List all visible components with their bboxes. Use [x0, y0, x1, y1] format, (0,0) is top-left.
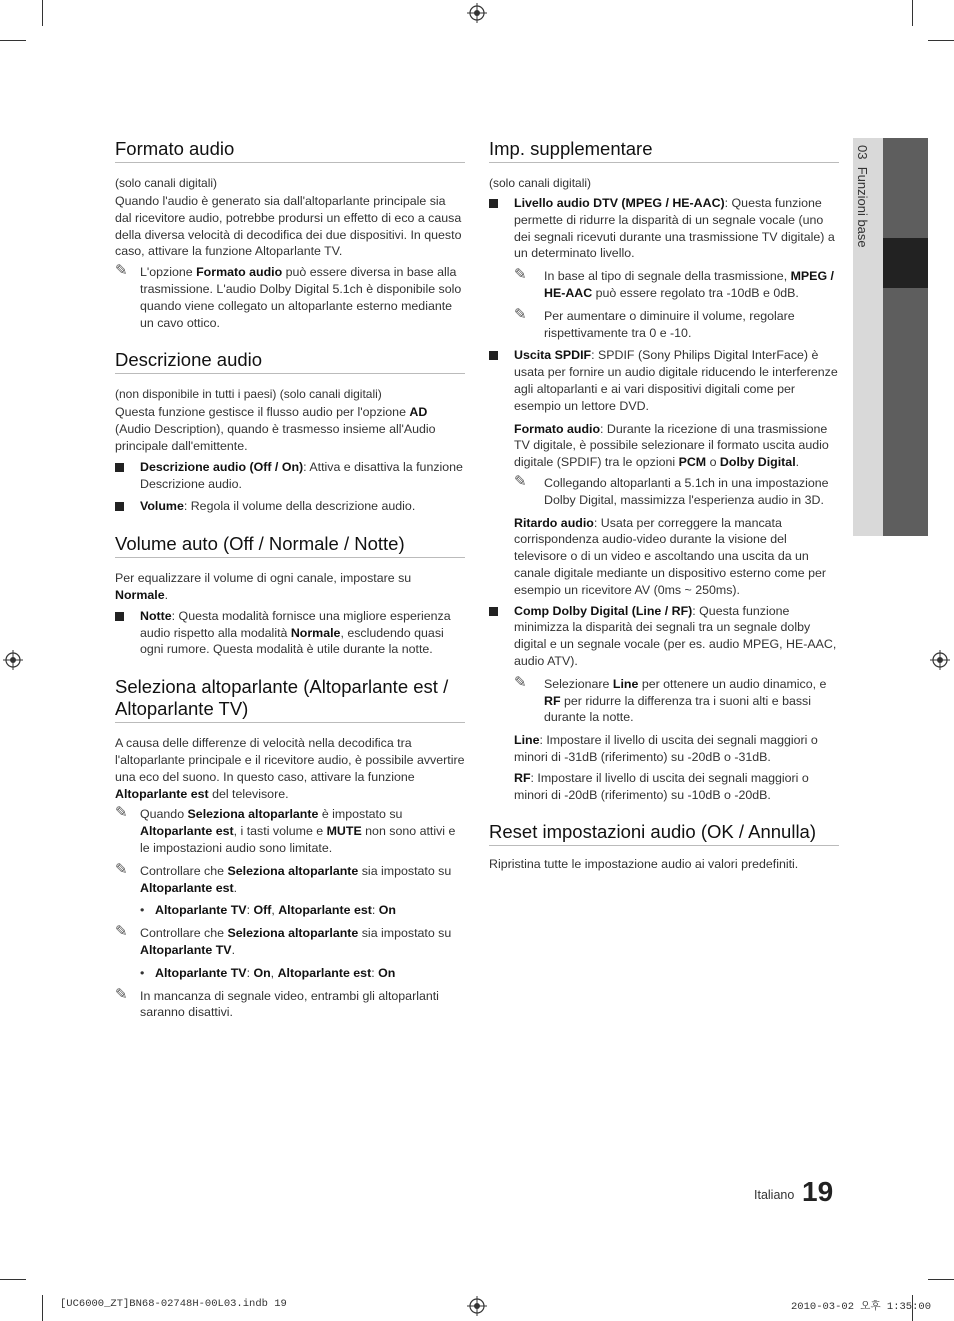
pencil-icon: ✎	[115, 985, 128, 1003]
square-bullet-icon	[489, 199, 498, 208]
paragraph: A causa delle differenze di velocità nella decodifica tra l'altoparlante principale e il ricevitore audio, è possibile avvertire una eco del suono. In questo caso, attivare la funzione Altoparlante est del televisore.	[115, 736, 465, 801]
section-title: Formato audio	[115, 138, 465, 163]
print-info-date: 2010-03-02 오후 1:35:00	[791, 1301, 932, 1313]
bullet-item: Descrizione audio (Off / On): Attiva e disattiva la funzione Descrizione audio.	[115, 459, 465, 493]
indent-block	[489, 268, 839, 341]
section-formato-audio	[115, 138, 465, 331]
bullet-item: Comp Dolby Digital (Line / RF): Questa funzione minimizza la disparità dei segnali tra un segnale dolby digital e un segnale vocale (per es. audio MPEG, HE-AAC, audio ATV).	[489, 603, 839, 670]
pencil-icon: ✎	[514, 305, 527, 323]
section-title: Imp. supplementare	[489, 138, 839, 163]
pencil-icon: ✎	[514, 472, 527, 490]
memo: ✎ L'opzione Formato audio può essere diversa in base alla trasmissione. L'audio Dolby Digital 5.1ch è disponibile solo quando viene collegato un altoparlante esterno mediante un cavo ottico.	[115, 262, 462, 330]
dot-bullet-icon: •	[140, 965, 145, 980]
crop-mark	[912, 0, 913, 26]
memo: ✎ Per aumentare o diminuire il volume, regolare rispettivamente tra 0 e -10.	[514, 305, 795, 340]
dot-bullet-icon: •	[140, 903, 145, 918]
crop-mark	[0, 40, 26, 41]
page-number: 19	[802, 1176, 834, 1207]
registration-mark-icon	[930, 650, 950, 670]
pencil-icon: ✎	[514, 266, 527, 284]
memo: ✎ Quando Seleziona altoparlante è impostato su Altoparlante est, i tasti volume e MUTE non sono attivi e le impostazioni audio sono limitate.	[115, 804, 456, 855]
crop-mark	[928, 1279, 954, 1280]
pencil-icon: ✎	[115, 923, 128, 941]
paragraph: Line: Impostare il livello di uscita dei segnali maggiori o minori di -31dB (riferimento) su -20dB o -31dB.	[514, 733, 818, 764]
section-descrizione-audio	[115, 349, 465, 515]
dot-item: • Altoparlante TV: On, Altoparlante est: On	[140, 965, 396, 980]
section-volume-auto	[115, 533, 465, 658]
bullet-item: Volume: Regola il volume della descrizione audio.	[115, 498, 465, 515]
paragraph: Quando l'audio è generato sia dall'altoparlante principale sia dal ricevitore audio, potrebbe prodursi un effetto di eco a causa della diversa velocità di decodifica dei due dispositivi. In questo caso, attivare la funzione Altoparlante TV.	[115, 194, 462, 259]
pencil-icon: ✎	[115, 262, 128, 280]
section-note: (solo canali digitali)	[489, 176, 592, 190]
memo: ✎ In base al tipo di segnale della trasmissione, MPEG / HE-AAC può essere regolato tra -10dB e 0dB.	[514, 266, 834, 300]
pencil-icon: ✎	[115, 804, 128, 822]
print-info-file: [UC6000_ZT]BN68-02748H-00L03.indb 19	[60, 1298, 287, 1310]
memo: ✎ Collegando altoparlanti a 5.1ch in una impostazione Dolby Digital, massimizza l'esperienza audio in 3D.	[514, 472, 829, 507]
dot-item: • Altoparlante TV: Off, Altoparlante est: On	[140, 903, 396, 918]
registration-mark-icon	[467, 3, 487, 23]
registration-mark-icon	[467, 1296, 487, 1316]
paragraph: Ripristina tutte le impostazione audio ai valori predefiniti.	[489, 857, 799, 872]
section-imp-supplementare	[489, 138, 839, 803]
pencil-icon: ✎	[514, 673, 527, 691]
crop-mark	[928, 40, 954, 41]
paragraph: Per equalizzare il volume di ogni canale, impostare su Normale.	[115, 571, 412, 602]
section-title: Volume auto (Off / Normale / Notte)	[115, 533, 465, 558]
paragraph: Questa funzione gestisce il flusso audio per l'opzione AD (Audio Description), quando è trasmesso insieme all'Audio principale dall'emittente.	[115, 405, 436, 453]
left-column	[115, 138, 465, 1039]
memo: ✎ Selezionare Line per ottenere un audio dinamico, e RF per ridurre la differenza tra i suoni alti e bassi durante la notte.	[514, 673, 827, 725]
paragraph: Formato audio: Durante la ricezione di una trasmissione TV digitale, è possibile selezionare il formato uscita audio digitale (SPDIF) tra le opzioni PCM o Dolby Digital.	[514, 421, 829, 470]
indent-block	[489, 421, 839, 599]
bullet-item: Uscita SPDIF: SPDIF (Sony Philips Digital InterFace) è usata per fornire un audio digitale riducendo le interferenze agli altoparlanti e ai vari dispositivi digitali come per esempio un lettore DVD.	[489, 347, 839, 414]
square-bullet-icon	[115, 463, 124, 472]
section-title: Descrizione audio	[115, 349, 465, 374]
crop-mark	[42, 1295, 43, 1321]
section-note: (non disponibile in tutti i paesi) (solo canali digitali)	[115, 387, 382, 402]
bullet-item: Notte: Questa modalità fornisce una migliore esperienza audio rispetto alla modalità Normale, escludendo quasi ogni rumore. Questa modalità è utile durante la notte.	[115, 608, 465, 658]
right-column	[489, 138, 839, 891]
crop-mark	[42, 0, 43, 26]
section-note: (solo canali digitali)	[115, 176, 218, 190]
paragraph: RF: Impostare il livello di uscita dei segnali maggiori o minori di -20dB (riferimento) su -10dB o -20dB.	[514, 770, 809, 802]
side-tab-dark	[883, 138, 928, 536]
side-tab-marker	[883, 238, 928, 288]
section-seleziona-altoparlante	[115, 676, 465, 1021]
memo: ✎ Controllare che Seleziona altoparlante sia impostato su Altoparlante est.	[115, 860, 452, 895]
paragraph: Ritardo audio: Usata per correggere la mancata corrispondenza audio-video durante la visione del televisore o di un video e ascoltando una uscita da un canale digitale mediante un dispositivo esterno come per esempio un ricevitore AV (0ms ~ 250ms).	[514, 515, 827, 597]
square-bullet-icon	[489, 351, 498, 360]
square-bullet-icon	[115, 612, 124, 621]
pencil-icon: ✎	[115, 860, 128, 878]
section-reset-audio	[489, 821, 839, 873]
indent-block	[489, 673, 839, 804]
square-bullet-icon	[115, 502, 124, 511]
memo: ✎ In mancanza di segnale video, entrambi gli altoparlanti saranno disattivi.	[115, 985, 439, 1020]
footer-language: Italiano	[754, 1188, 795, 1202]
memo: ✎ Controllare che Seleziona altoparlante sia impostato su Altoparlante TV.	[115, 923, 452, 957]
section-title: Seleziona altoparlante (Altoparlante est / Altoparlante TV)	[115, 676, 465, 723]
crop-mark	[0, 1279, 26, 1280]
square-bullet-icon	[489, 607, 498, 616]
side-tab-label: 03 Funzioni base	[855, 145, 870, 248]
bullet-item: Livello audio DTV (MPEG / HE-AAC): Questa funzione permette di ridurre la disparità di un segnale vocale (uno dei segnali ricevuti durante una trasmissione TV digitale) a un determinato livello.	[489, 195, 839, 262]
registration-mark-icon	[3, 650, 23, 670]
section-title: Reset impostazioni audio (OK / Annulla)	[489, 821, 839, 846]
